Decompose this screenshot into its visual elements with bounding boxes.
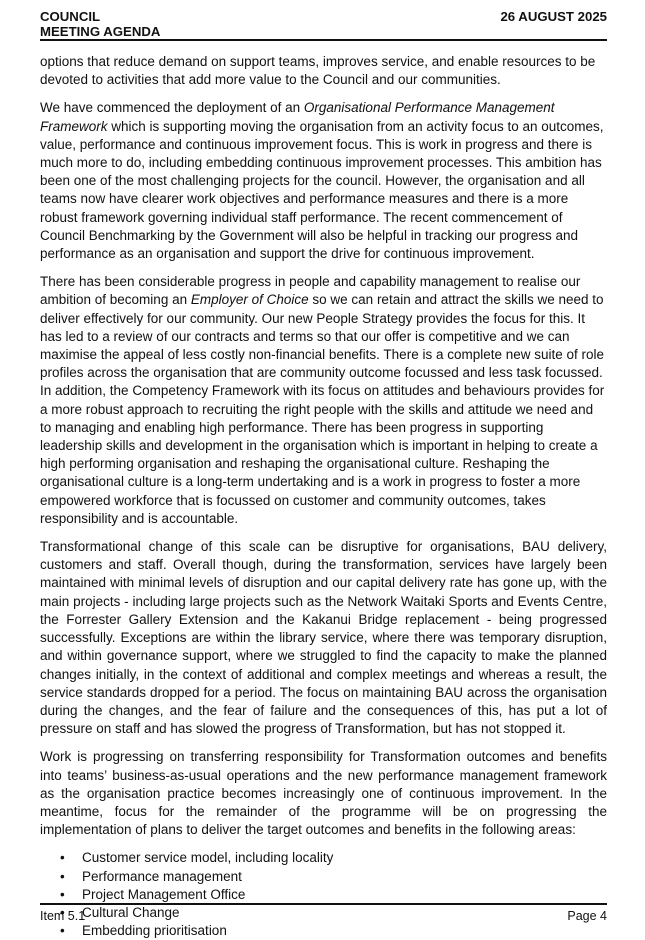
list-item: • Customer service model, including locality xyxy=(40,849,607,867)
list-item: • Embedding prioritisation xyxy=(40,922,607,940)
paragraph-4: Transformational change of this scale can be disruptive for organisations, BAU delivery, customers and staff. Overall though, during the transformation, services have largely been maintained with minimal levels of disruption and our capital delivery rate has gone up, with the main projects - including large projects such as the Network Waitaki Sports and Events Centre, the Forrester Gallery Extension and the Kakanui Bridge replacement - being progressed successfully. Exceptions are within the library service, where there was temporary disruption, and within governance support, where we struggled to find the capacity to make the planned changes initially, in the context of additional and complex meetings and whereas a result, the service standards dropped for a period. The focus on maintaining BAU across the organisation during the changes, and the fear of failure and the consequences of this, has put a lot of pressure on staff and has slowed the progress of Transformation, but has not stopped it. xyxy=(40,539,607,737)
paragraph-3-text-end: so we can retain and attract the skills we need to deliver effectively for our community. Our new People Strategy provides the focus for this. It has led to a review of our contracts and terms so that our offer is competitive and we can maximise the appeal of less costly non-financial benefits. There is a complete new suite of role profiles across the organisation that are community outcome focussed and less task focussed. In addition, the Competency Framework with its focus on attitudes and behaviours provides for a more robust approach to recruiting the right people with the skills and attitude we need and to managing and enabling high performance. There has been progress in supporting leadership skills and development in the organisation which is important in helping to create a high performing organisation and reshaping the organisational culture. Reshaping the organisational culture is a long-term undertaking and is a work in progress to foster a more empowered workforce that is focussed on customer and community outcomes, takes responsibility and is accountable. xyxy=(40,292,605,526)
meeting-date: 26 AUGUST 2025 xyxy=(500,9,607,24)
paragraph-1: options that reduce demand on support teams, improves service, and enable resources to be devoted to activities that add more value to the Council and our communities. xyxy=(40,54,596,88)
list-item: • Cultural Change xyxy=(40,904,607,922)
list-item: • Performance management xyxy=(40,868,607,886)
page-header xyxy=(40,8,607,41)
paragraph-3-text-start: There has been considerable progress in people and capability management to realise our ambition of becoming an xyxy=(40,274,581,308)
agenda-title-line1: COUNCIL xyxy=(40,9,101,24)
paragraph-2-text-start: We have commenced the deployment of an xyxy=(40,100,304,116)
agenda-title-line2: MEETING AGENDA xyxy=(40,24,161,39)
paragraph-5: Work is progressing on transferring responsibility for Transformation outcomes and benefits into teams’ business-as-usual operations and the new performance management framework as the organisation practice becomes increasingly one of continuous improvement. In the meantime, focus for the remainder of the programme will be on progressing the implementation of plans to deliver the target outcomes and benefits in the following areas: xyxy=(40,749,607,838)
page-footer xyxy=(40,903,607,925)
document-body xyxy=(40,53,607,940)
focus-areas-list xyxy=(40,849,607,940)
paragraph-2-text-end: which is supporting moving the organisation from an activity focus to an outcomes, value, performance and continuous improvement focus. This is work in progress and there is much more to do, including embedding continuous improvement processes. This ambition has been one of the most challenging projects for the council. However, the organisation and all teams now have clearer work objectives and performance measures and there is a more robust framework governing individual staff performance. The recent commencement of Council Benchmarking by the Government will also be helpful in tracking our progress and performance as an organisation and support the drive for continuous improvement. xyxy=(40,118,604,262)
paragraph-3 xyxy=(40,273,607,528)
page-number: Page 4 xyxy=(567,909,607,923)
paragraph-3-emphasis: Employer of Choice xyxy=(190,292,309,308)
paragraph-2 xyxy=(40,99,607,263)
agenda-title xyxy=(40,9,160,39)
list-item: • Project Management Office xyxy=(40,886,607,904)
agenda-item-number: Item 5.1 xyxy=(40,909,86,923)
paragraph-2-emphasis: Organisational Performance Management Framework xyxy=(40,100,555,134)
